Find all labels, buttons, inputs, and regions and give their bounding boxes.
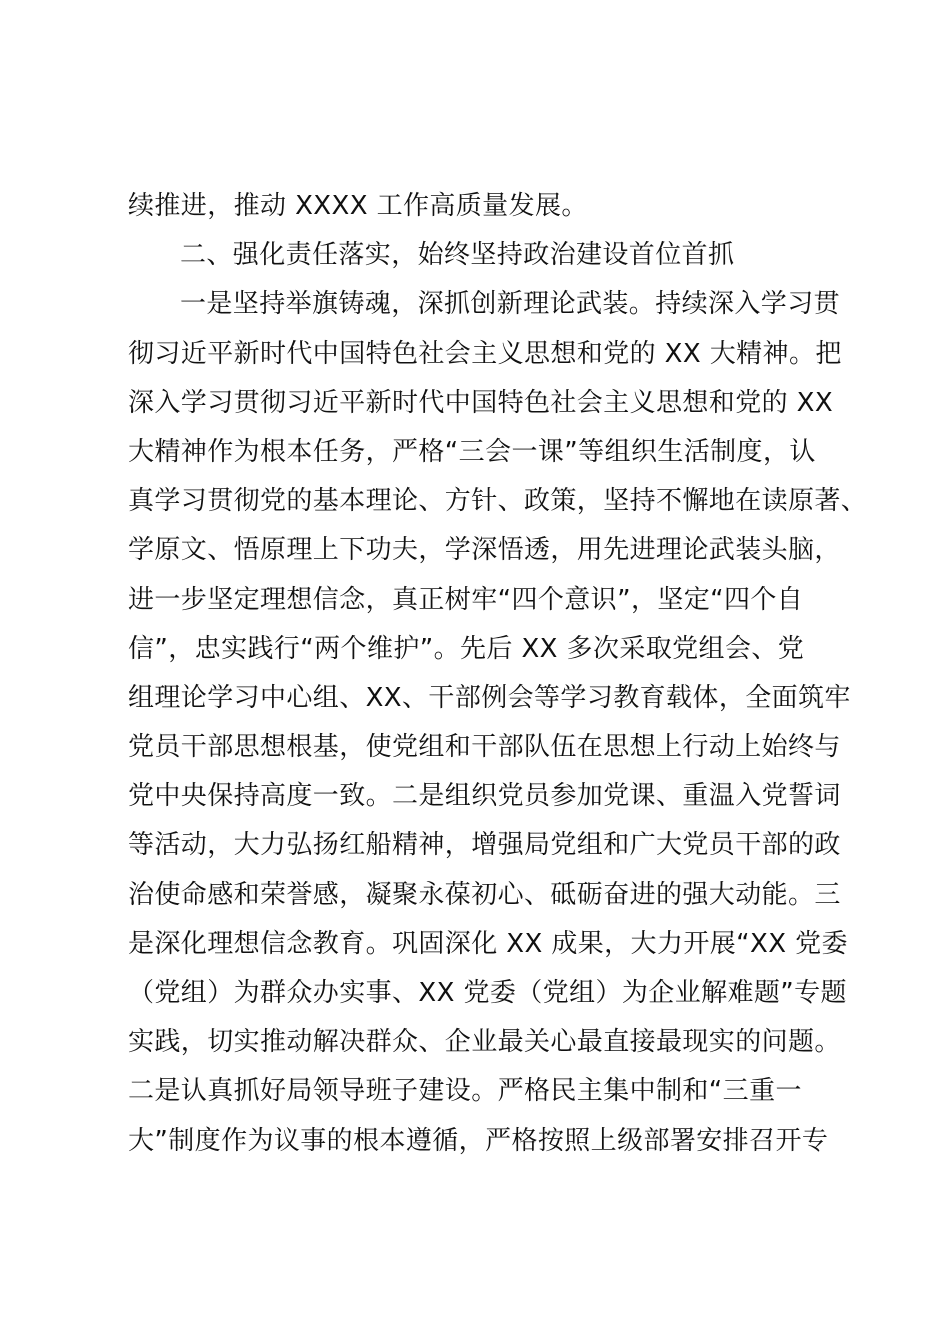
text-line: 治使命感和荣誉感，凝聚永葆初心、砥砺奋进的强大动能。三 (128, 879, 841, 910)
text-line: 学原文、悟原理上下功夫，学深悟透，用先进理论武装头脑， (128, 535, 841, 566)
text-line: 真学习贯彻党的基本理论、方针、政策，坚持不懈地在读原著、 (128, 486, 868, 517)
text-line: 是深化理想信念教育。巩固深化 XX 成果，大力开展“XX 党委 (128, 928, 848, 959)
body-text (128, 182, 868, 1166)
text-line: 党中央保持高度一致。二是组织党员参加党课、重温入党誓词 (128, 781, 841, 812)
section-heading: 二、强化责任落实，始终坚持政治建设首位首抓 (180, 240, 735, 271)
text-line: 二是认真抓好局领导班子建设。严格民主集中制和“三重一 (128, 1076, 802, 1107)
text-line: 等活动，大力弘扬红船精神，增强局党组和广大党员干部的政 (128, 830, 841, 861)
text-line: 大精神作为根本任务，严格“三会一课”等组织生活制度，认 (128, 436, 816, 467)
text-line: 进一步坚定理想信念，真正树牢“四个意识”，坚定“四个自 (128, 584, 804, 615)
text-line: 组理论学习中心组、XX、干部例会等学习教育载体，全面筑牢 (128, 682, 851, 713)
text-line: 续推进，推动 XXXX 工作高质量发展。 (128, 191, 588, 221)
text-line: 实践，切实推动解决群众、企业最关心最直接最现实的问题。 (128, 1027, 841, 1058)
text-line: 深入学习贯彻习近平新时代中国特色社会主义思想和党的 XX (128, 387, 834, 418)
text-line: 大”制度作为议事的根本遵循，严格按照上级部署安排召开专 (128, 1125, 829, 1156)
text-line: 信”，忠实践行“两个维护”。先后 XX 多次采取党组会、党 (128, 633, 805, 664)
text-line: 一是坚持举旗铸魂，深抓创新理论武装。持续深入学习贯 (180, 289, 841, 320)
text-line: （党组）为群众办实事、XX 党委（党组）为企业解难题”专题 (128, 978, 847, 1008)
text-line: 彻习近平新时代中国特色社会主义思想和党的 XX 大精神。把 (128, 338, 842, 369)
text-line: 党员干部思想根基，使党组和干部队伍在思想上行动上始终与 (128, 732, 841, 763)
